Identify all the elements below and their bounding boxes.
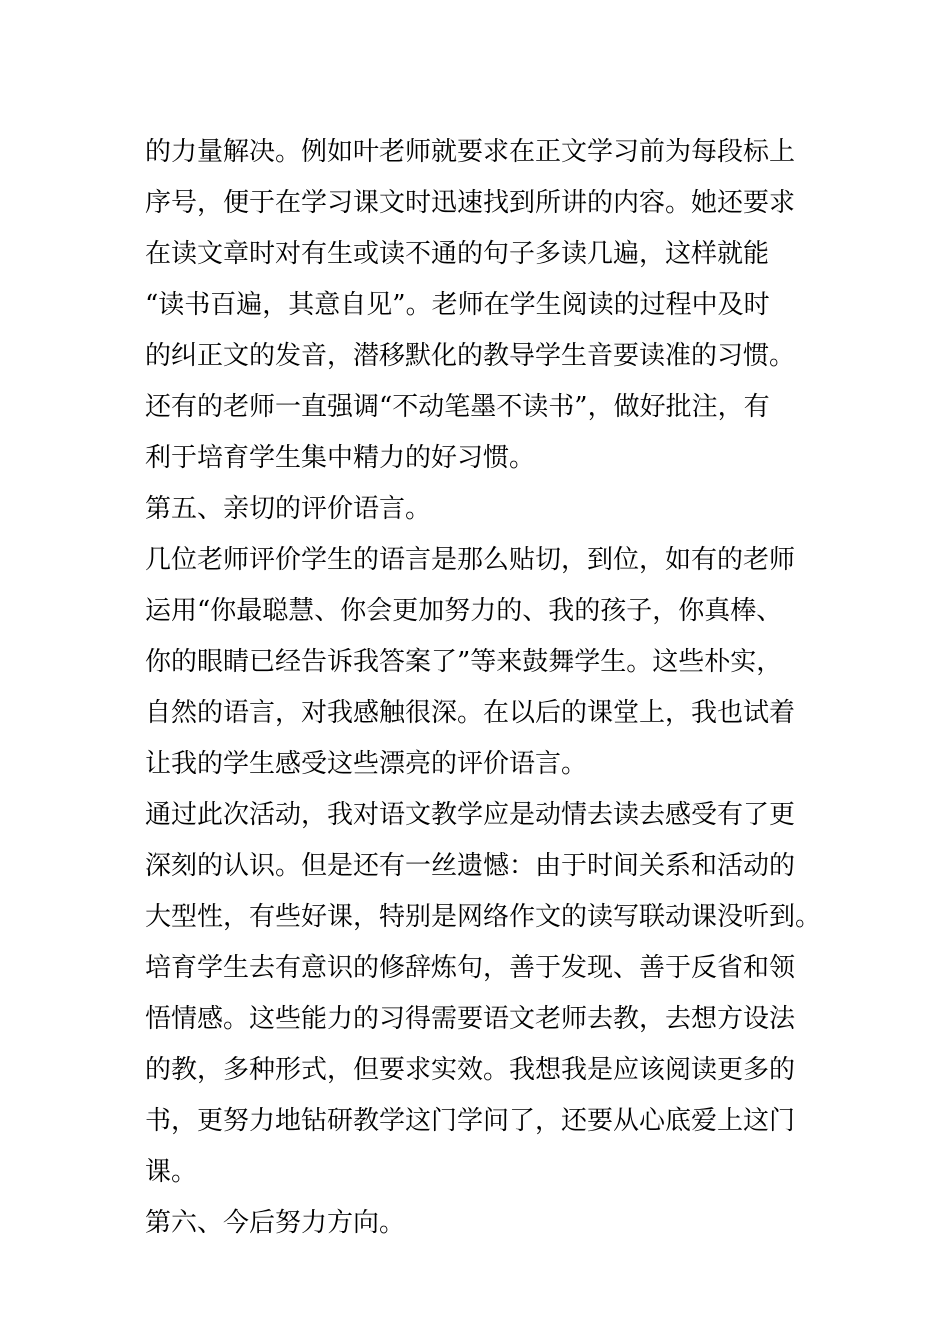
document-body: [145, 127, 822, 1249]
text-line: 序号，便于在学习课文时迅速找到所讲的内容。她还要求: [145, 188, 796, 218]
text-line: 自然的语言，对我感触很深。在以后的课堂上，我也试着: [145, 698, 796, 728]
text-line: 深刻的认识。但是还有一丝遗憾：由于时间关系和活动的: [145, 851, 796, 881]
text-line: 还有的老师一直强调“不动笔墨不读书”，做好批注，有: [145, 392, 770, 422]
text-line: 的力量解决。例如叶老师就要求在正文学习前为每段标上: [145, 137, 796, 167]
text-line: 书，更努力地钻研教学这门学问了，还要从心底爱上这门: [145, 1106, 796, 1136]
text-line: 在读文章时对有生或读不通的句子多读几遍，这样就能: [145, 239, 770, 269]
text-line: 的教，多种形式，但要求实效。我想我是应该阅读更多的: [145, 1055, 796, 1085]
text-line: 大型性，有些好课，特别是网络作文的读写联动课没听到。: [145, 902, 822, 932]
section-heading: 第六、今后努力方向。: [145, 1208, 406, 1238]
text-line: 培育学生去有意识的修辞炼句，善于发现、善于反省和领: [145, 953, 796, 983]
text-line: 你的眼睛已经告诉我答案了”等来鼓舞学生。这些朴实，: [145, 647, 783, 677]
section-heading: 第五、亲切的评价语言。: [145, 494, 432, 524]
text-line: 悟情感。这些能力的习得需要语文老师去教，去想方设法: [145, 1004, 796, 1034]
text-line: 利于培育学生集中精力的好习惯。: [145, 443, 536, 473]
text-line: 让我的学生感受这些漂亮的评价语言。: [145, 749, 588, 779]
text-line: 课。: [145, 1157, 198, 1187]
text-line: 几位老师评价学生的语言是那么贴切，到位，如有的老师: [145, 545, 796, 575]
text-line: 通过此次活动，我对语文教学应是动情去读去感受有了更: [145, 800, 796, 830]
text-line: “读书百遍，其意自见”。老师在学生阅读的过程中及时: [145, 290, 770, 320]
text-line: 的纠正文的发音，潜移默化的教导学生音要读准的习惯。: [145, 341, 796, 371]
text-line: 运用“你最聪慧、你会更加努力的、我的孩子，你真棒、: [145, 596, 783, 626]
